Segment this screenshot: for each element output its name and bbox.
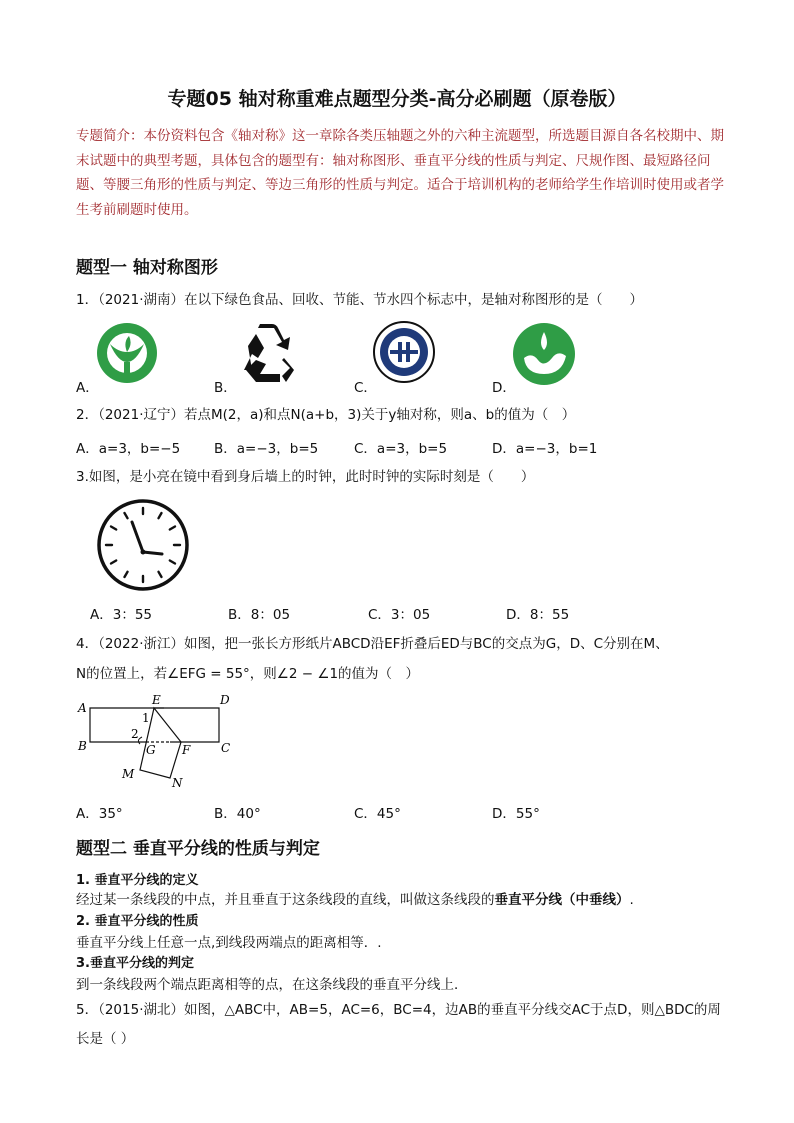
q4-text-line2: N的位置上，若∠EFG = 55°，则∠2 − ∠1的值为（ ） <box>76 666 420 682</box>
q4-option-b: B．40° <box>214 806 261 822</box>
q2-option-d: D．a=−3，b=1 <box>492 441 598 457</box>
section2-heading: 题型二 垂直平分线的性质与判定 <box>76 839 320 859</box>
q5-text-line1: 5．（2015·湖北）如图，△ABC中，AB=5，AC=6，BC=4，边AB的垂直平分线交AC于点D，则△BDC的周 <box>76 1002 721 1018</box>
q2-option-a: A．a=3，b=−5 <box>76 441 181 457</box>
label-f: F <box>182 743 191 757</box>
def2-text: 垂直平分线上任意一点,到线段两端点的距离相等．. <box>76 935 382 951</box>
def1-text: 经过某一条线段的中点，并且垂直于这条线段的直线，叫做这条线段的垂直平分线（中垂线）. <box>76 892 634 908</box>
q4-option-a: A．35° <box>76 806 123 822</box>
q4-option-c: C．45° <box>354 806 401 822</box>
label-g: G <box>146 743 156 757</box>
label-d: D <box>220 693 230 707</box>
q1-option-d: D． <box>492 380 516 396</box>
section1-heading: 题型一 轴对称图形 <box>76 258 218 278</box>
q1-text: 1．（2021·湖南）在以下绿色食品、回收、节能、节水四个标志中，是轴对称图形的是（ ） <box>76 292 643 308</box>
q1-option-c: C． <box>354 380 377 396</box>
label-m: M <box>122 767 135 781</box>
q3-option-a: A．3：55 <box>90 607 153 623</box>
q3-text: 3.如图，是小亮在镜中看到身后墙上的时钟，此时时钟的实际时刻是（ ） <box>76 469 535 485</box>
q5-text-line2: 长是（ ） <box>76 1031 135 1047</box>
def3-title: 3.垂直平分线的判定 <box>76 956 194 971</box>
clock-figure <box>96 498 190 592</box>
def2-title: 2. 垂直平分线的性质 <box>76 914 199 929</box>
q2-text: 2．（2021·辽宁）若点M(2，a)和点N(a+b，3)关于y轴对称，则a、b的值为（ ） <box>76 407 576 423</box>
q3-option-b: B．8：05 <box>228 607 291 623</box>
def1-title: 1. 垂直平分线的定义 <box>76 873 199 888</box>
page-title: 专题05 轴对称重难点题型分类-高分必刷题（原卷版） <box>167 88 627 110</box>
q4-text-line1: 4．（2022·浙江）如图，把一张长方形纸片ABCD沿EF折叠后ED与BC的交点为G，D、C分别在M、 <box>76 636 669 652</box>
folding-rectangle-figure <box>74 692 244 792</box>
label-angle-2: 2 <box>131 727 139 741</box>
q4-option-d: D．55° <box>492 806 540 822</box>
q2-option-b: B．a=−3，b=5 <box>214 441 319 457</box>
label-b: B <box>78 739 87 753</box>
green-food-logo-icon <box>96 322 158 384</box>
label-c: C <box>221 741 231 755</box>
water-saving-logo-icon <box>512 322 576 386</box>
q1-option-a: A． <box>76 380 99 396</box>
intro-paragraph: 专题简介：本份资料包含《轴对称》这一章除各类压轴题之外的六种主流题型，所选题目源自各名校期中、期末试题中的典型考题，具体包含的题型有：轴对称图形、垂直平分线的性质与判定、尺规作图、最短路径问题、等腰三角形的性质与判定、等边三角形的性质与判定。适合于培训机构的老师给学生作培训时使用或者学生考前刷题时使用。 <box>76 128 724 218</box>
q1-option-b: B． <box>214 380 237 396</box>
recycle-logo-icon <box>236 320 302 386</box>
q3-option-c: C．3：05 <box>368 607 431 623</box>
label-a: A <box>78 701 87 715</box>
label-e: E <box>152 693 161 707</box>
q2-option-c: C．a=3，b=5 <box>354 441 448 457</box>
label-angle-1: 1 <box>142 711 150 725</box>
energy-saving-logo-icon <box>372 320 436 384</box>
label-n: N <box>172 776 183 790</box>
q3-option-d: D．8：55 <box>506 607 570 623</box>
def3-text: 到一条线段两个端点距离相等的点，在这条线段的垂直平分线上． <box>76 977 468 993</box>
